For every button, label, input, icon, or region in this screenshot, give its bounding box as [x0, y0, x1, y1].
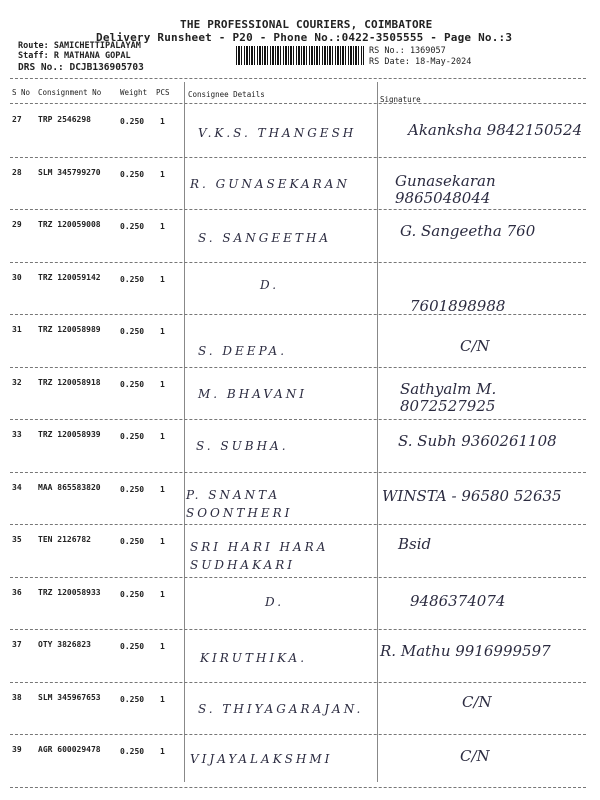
row-weight: 0.250	[120, 379, 145, 389]
row-sno: 29	[12, 220, 22, 229]
row-consignee-handwritten: M. BHAVANI	[198, 386, 308, 401]
row-consignment: MAA 865583820	[38, 482, 101, 492]
row-divider	[10, 419, 586, 420]
col-consignment: Consignment No	[38, 88, 102, 97]
row-sno: 33	[12, 430, 22, 439]
row-consignment: SLM 345799270	[38, 167, 101, 177]
row-consignment: TRZ 120058989	[38, 325, 101, 334]
row-sno: 30	[12, 272, 22, 282]
row-weight: 0.250	[120, 484, 145, 494]
col-weight: Weight	[120, 88, 148, 97]
row-consignee-handwritten: S. DEEPA.	[198, 344, 288, 358]
row-sno: 28	[12, 167, 22, 177]
row-pcs: 1	[160, 589, 165, 599]
staff-label: Staff: R MATHANA GOPAL	[18, 51, 131, 61]
column-rule	[377, 82, 378, 782]
row-divider	[10, 314, 586, 315]
row-pcs: 1	[160, 642, 165, 651]
row-weight: 0.250	[120, 747, 145, 756]
runsheet-title: Delivery Runsheet - P20 - Phone No.:0422-3505555 - Page No.:3	[96, 31, 513, 44]
row-consignment: TRZ 120059008	[38, 220, 101, 229]
row-consignee-handwritten: R. GUNASEKARAN	[190, 176, 350, 191]
row-pcs: 1	[160, 274, 165, 284]
row-consignee-handwritten: KIRUTHIKA.	[200, 651, 308, 665]
row-signature: C/N	[460, 337, 490, 355]
row-sno: 34	[12, 482, 22, 492]
row-signature: 7601898988	[410, 296, 506, 315]
row-signature: S. Subh 9360261108	[398, 432, 557, 450]
row-pcs: 1	[160, 484, 165, 494]
row-pcs: 1	[160, 747, 165, 756]
row-consignment: OTY 3826823	[38, 640, 91, 649]
row-divider	[10, 629, 586, 630]
row-signature: G. Sangeetha 760	[400, 222, 536, 240]
row-pcs: 1	[160, 537, 165, 546]
col-signature: Signature	[380, 95, 421, 104]
rs-number: RS No.: 1369057	[369, 46, 446, 56]
column-rule	[184, 82, 185, 782]
row-weight: 0.250	[120, 537, 145, 546]
row-consignment: TRZ 120058918	[38, 377, 101, 387]
row-sno: 27	[12, 115, 22, 124]
rs-date: RS Date: 18-May-2024	[369, 57, 472, 67]
row-weight: 0.250	[120, 274, 145, 284]
row-signature: C/N	[460, 747, 490, 765]
row-consignment: TEN 2126782	[38, 535, 91, 544]
row-signature: WINSTA - 96580 52635	[382, 486, 562, 505]
row-divider	[10, 734, 586, 735]
row-weight: 0.250	[120, 222, 145, 231]
row-divider	[10, 524, 586, 525]
row-pcs: 1	[160, 222, 165, 231]
row-divider	[10, 157, 586, 158]
row-divider	[10, 682, 586, 683]
row-weight: 0.250	[120, 117, 145, 126]
row-sno: 37	[12, 640, 22, 649]
row-consignment: TRZ 120059142	[38, 272, 101, 282]
row-signature: R. Mathu 9916999597	[380, 642, 551, 660]
row-sno: 36	[12, 587, 22, 597]
row-signature: 9486374074	[410, 591, 506, 610]
col-consignee: Consignee Details	[188, 90, 265, 99]
row-consignment: SLM 345967653	[38, 692, 101, 702]
row-pcs: 1	[160, 117, 165, 126]
row-consignee-handwritten: S. SANGEETHA	[198, 231, 332, 245]
row-consignee-handwritten: S. SUBHA.	[196, 439, 289, 453]
company-title: THE PROFESSIONAL COURIERS, COIMBATORE	[180, 18, 433, 31]
row-pcs: 1	[160, 327, 165, 336]
row-divider	[10, 787, 586, 788]
row-consignee-handwritten: D.	[260, 277, 280, 292]
row-divider	[10, 262, 586, 263]
row-weight: 0.250	[120, 327, 145, 336]
row-consignment: TRP 2546298	[38, 115, 91, 124]
row-signature: Akanksha 9842150524	[408, 121, 583, 139]
row-consignment: TRZ 120058939	[38, 430, 101, 439]
col-sno: S No	[12, 88, 31, 97]
row-consignee-handwritten: VIJAYALAKSHMI	[190, 752, 333, 766]
row-pcs: 1	[160, 379, 165, 389]
row-weight: 0.250	[120, 642, 145, 651]
barcode	[236, 46, 364, 65]
header-divider-bottom	[10, 103, 586, 104]
row-consignee-handwritten: D.	[265, 594, 285, 609]
drs-number: DRS No.: DCJB136905703	[18, 62, 144, 73]
row-weight: 0.250	[120, 694, 145, 704]
row-sno: 38	[12, 692, 22, 702]
row-sno: 32	[12, 377, 22, 387]
header-divider-top	[10, 78, 586, 79]
row-consignment: AGR 600029478	[38, 745, 101, 754]
row-divider	[10, 367, 586, 368]
row-weight: 0.250	[120, 432, 145, 441]
col-pcs: PCS	[156, 88, 170, 97]
row-pcs: 1	[160, 694, 165, 704]
row-sno: 35	[12, 535, 22, 544]
row-signature: C/N	[462, 692, 492, 711]
row-consignee-handwritten: V.K.S. THANGESH	[198, 126, 357, 140]
row-consignee-handwritten: SRI HARI HARA SUDHAKARI	[190, 540, 329, 572]
row-signature: Sathyalm M. 8072527925	[400, 379, 497, 415]
row-weight: 0.250	[120, 169, 145, 179]
route-label: Route: SAMICHETTIPALAYAM	[18, 41, 141, 51]
row-pcs: 1	[160, 432, 165, 441]
row-weight: 0.250	[120, 589, 145, 599]
row-sno: 39	[12, 745, 22, 754]
row-consignee-handwritten: P. SNANTA SOONTHERI	[186, 487, 293, 520]
row-divider	[10, 577, 586, 578]
row-signature: Bsid	[398, 535, 432, 553]
row-signature: Gunasekaran 9865048044	[395, 171, 496, 207]
row-sno: 31	[12, 325, 22, 334]
row-divider	[10, 472, 586, 473]
row-consignee-handwritten: S. THIYAGARAJAN.	[198, 701, 364, 716]
row-pcs: 1	[160, 169, 165, 179]
row-divider	[10, 209, 586, 210]
row-consignment: TRZ 120058933	[38, 587, 101, 597]
